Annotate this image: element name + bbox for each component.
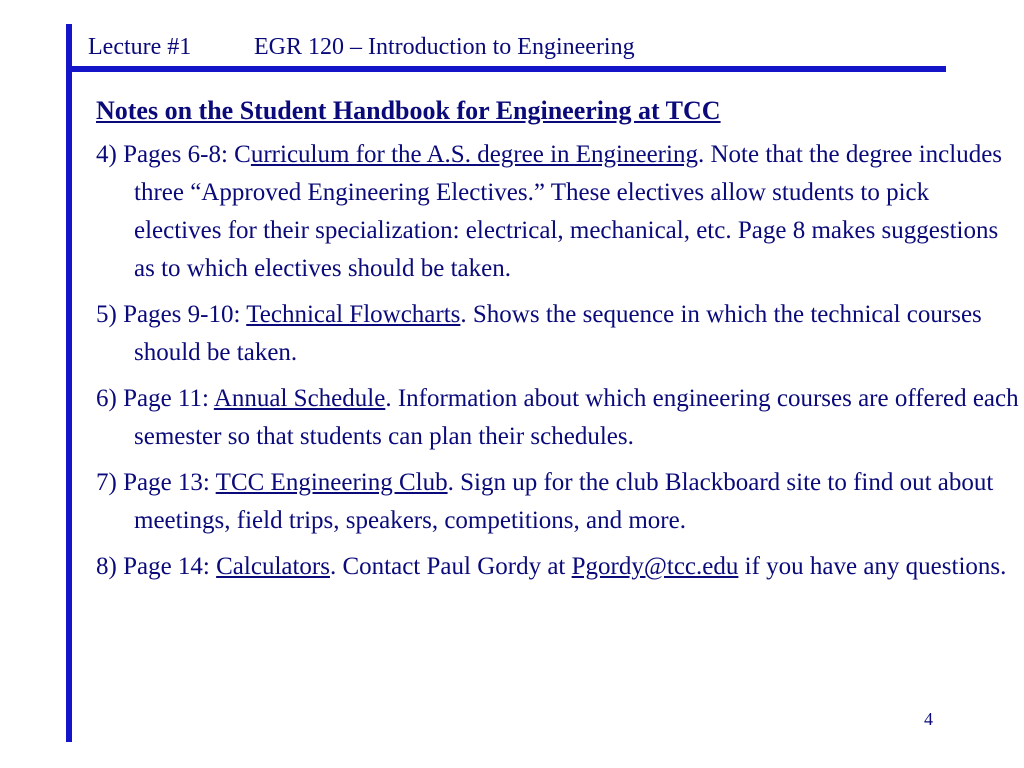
course-title: EGR 120 – Introduction to Engineering [254, 34, 635, 60]
item-text: . Shows the sequence in which the technical courses should be taken. [134, 301, 982, 366]
vertical-rule [66, 24, 72, 742]
item-number: 7) [96, 469, 117, 496]
item-text: . Contact Paul Gordy at [329, 553, 572, 580]
slide-title: Notes on the Student Handbook for Engineering at TCC [96, 96, 721, 125]
item-prefix: Page 13: [123, 469, 216, 496]
item-number: 8) [96, 553, 117, 580]
list-item [96, 296, 1020, 372]
item-number: 4) [96, 141, 117, 168]
item-text: . Note that the degree includes three “Approved Engineering Electives.” These electives allow students to pick electives for their specialization: electrical, mechanical, etc. Page 8 makes suggestions as to which electives should be taken. [134, 141, 1003, 282]
item-number: 5) [96, 301, 117, 328]
item-link[interactable]: TCC Engineering Club [215, 469, 448, 496]
slide-content [96, 94, 1020, 594]
horizontal-rule [66, 66, 946, 72]
item-link[interactable]: Annual Schedule [213, 385, 386, 412]
item-prefix: Pages 9-10: [123, 301, 247, 328]
item-number: 6) [96, 385, 117, 412]
list-item [96, 380, 1020, 456]
list-item [96, 136, 1020, 288]
lecture-label: Lecture #1 [88, 34, 192, 60]
slide-header [88, 32, 635, 62]
item-prefix: Page 14: [123, 553, 217, 580]
email-link[interactable]: Pgordy@tcc.edu [571, 553, 739, 580]
item-prefix: Pages 6-8: C [123, 141, 251, 168]
item-prefix: Page 11: [123, 385, 214, 412]
item-suffix: if you have any questions. [738, 553, 1007, 580]
page-number: 4 [924, 709, 933, 729]
list-item [96, 464, 1020, 540]
item-link[interactable]: Calculators [216, 553, 330, 580]
item-link[interactable]: urriculum for the A.S. degree in Engineering [250, 141, 698, 168]
item-text: . Information about which engineering courses are offered each semester so that students can plan their schedules. [134, 385, 1019, 450]
item-text: . Sign up for the club Blackboard site to find out about meetings, field trips, speakers, competitions, and more. [134, 469, 994, 534]
list-item [96, 548, 1020, 586]
item-link[interactable]: Technical Flowcharts [246, 301, 461, 328]
